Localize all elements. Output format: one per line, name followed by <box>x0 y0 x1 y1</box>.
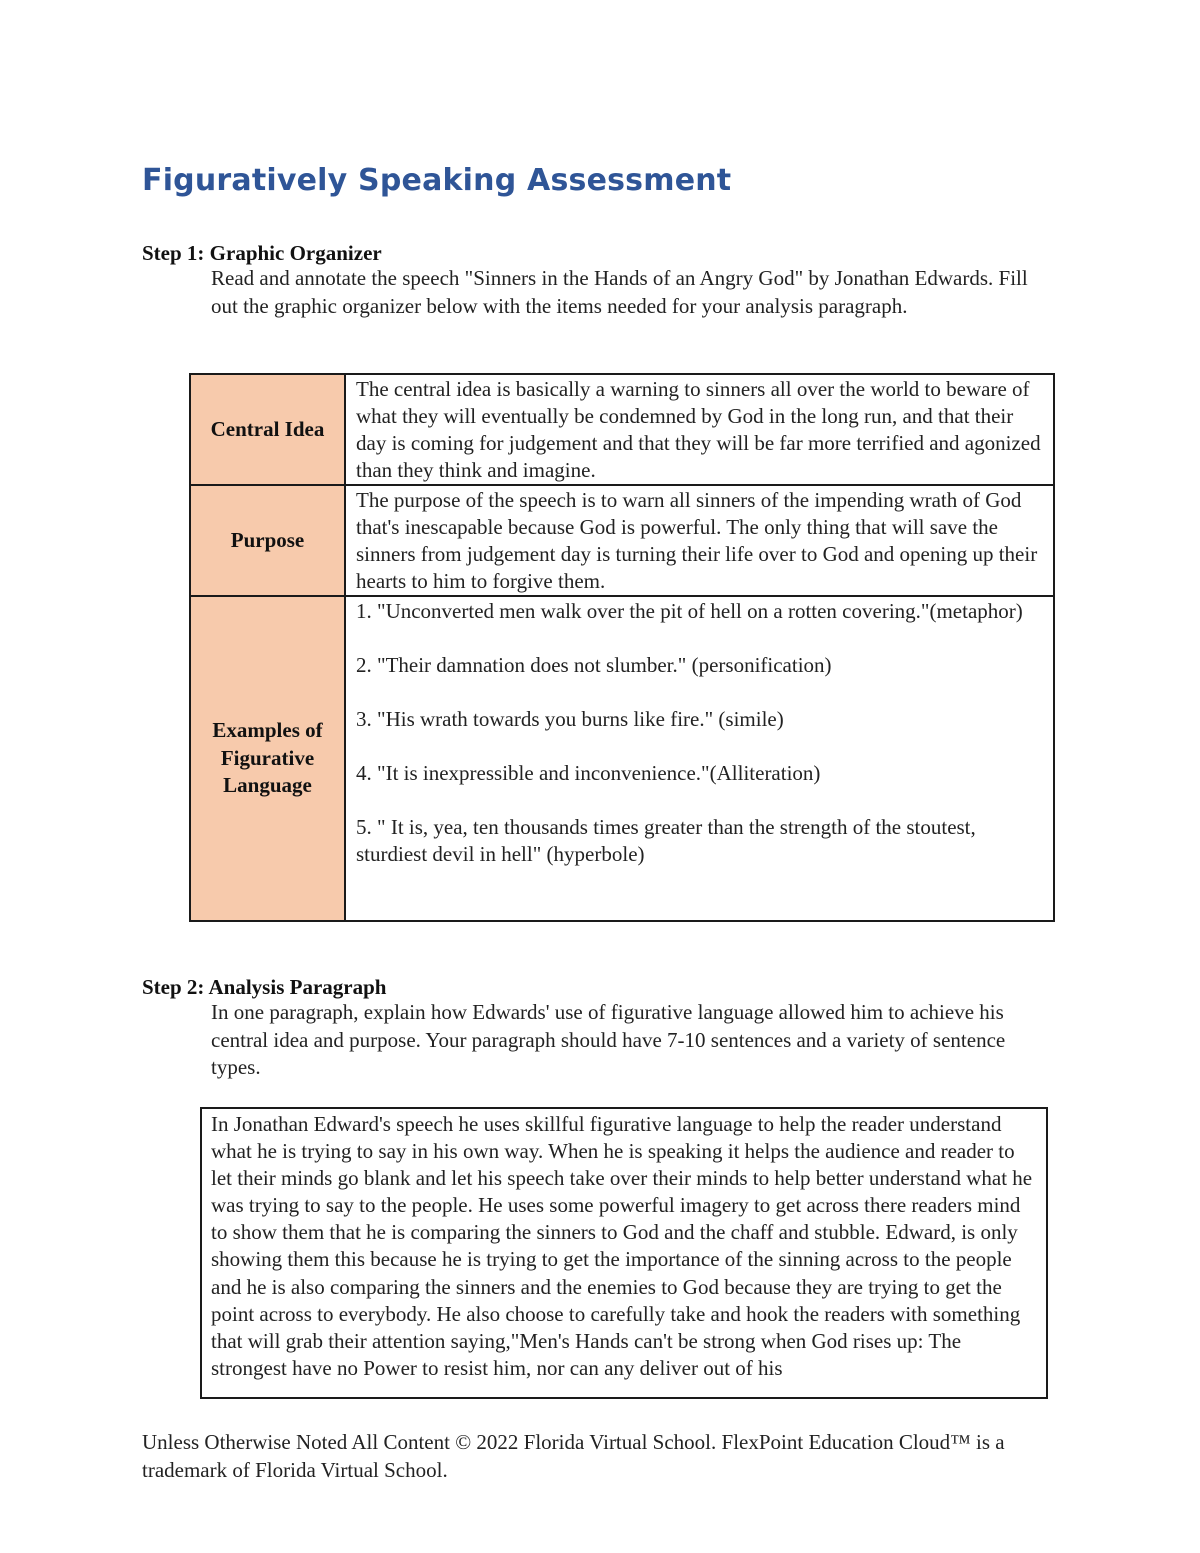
organizer-row-examples <box>190 596 1054 921</box>
organizer-row-purpose <box>190 485 1054 596</box>
central-idea-label: Central Idea <box>190 374 345 485</box>
step2-heading: Step 2: Analysis Paragraph <box>142 975 387 999</box>
graphic-organizer-table <box>189 373 1055 922</box>
copyright-footer: Unless Otherwise Noted All Content © 2022 Florida Virtual School. FlexPoint Education Cloud™ is a trademark of Florida Virtual School. <box>142 1430 1005 1482</box>
step1-heading: Step 1: Graphic Organizer <box>142 241 382 265</box>
example-item-5: 5. " It is, yea, ten thousands times greater than the strength of the stoutest, sturdiest devil in hell" (hyperbole) <box>356 815 976 866</box>
example-item-1: 1. "Unconverted men walk over the pit of hell on a rotten covering."(metaphor) <box>356 599 1023 623</box>
purpose-label: Purpose <box>190 485 345 596</box>
page-title: Figuratively Speaking Assessment <box>142 163 732 198</box>
analysis-paragraph-text: In Jonathan Edward's speech he uses skillful figurative language to help the reader understand what he is trying to say in his own way. When he is speaking it helps the audience and reader to let their minds go blank and let his speech take over their minds to help better understand what he was trying to say to the people. He uses some powerful imagery to get across there readers mind to show them that he is comparing the sinners to God and the chaff and stubble. Edward, is only showing them this because he is trying to get the importance of the sinning across to the people and he is also comparing the sinners and the enemies to God because they are trying to get the point across to everybody. He also choose to carefully take and hook the readers with something that will grab their attention saying,"Men's Hands can't be strong when God rises up: The strongest have no Power to resist him, nor can any deliver out of his <box>211 1112 1033 1380</box>
organizer-row-central-idea <box>190 374 1054 485</box>
analysis-paragraph-box[interactable] <box>200 1107 1048 1399</box>
example-item-3: 3. "His wrath towards you burns like fire." (simile) <box>356 707 784 731</box>
examples-content[interactable] <box>345 596 1054 921</box>
step2-instructions: In one paragraph, explain how Edwards' use of figurative language allowed him to achieve his central idea and purpose. Your paragraph should have 7-10 sentences and a variety of sentence types. <box>211 1000 1006 1079</box>
step1-instructions: Read and annotate the speech "Sinners in the Hands of an Angry God" by Jonathan Edwards. Fill out the graphic organizer below with the items needed for your analysis paragraph. <box>211 266 1028 318</box>
central-idea-content[interactable]: The central idea is basically a warning to sinners all over the world to beware of what they will eventually be condemned by God in the long run, and that their day is coming for judgement and that they will be far more terrified and agonized than they think and imagine. <box>345 374 1054 485</box>
example-item-4: 4. "It is inexpressible and inconvenience."(Alliteration) <box>356 761 821 785</box>
purpose-content[interactable]: The purpose of the speech is to warn all sinners of the impending wrath of God that's inescapable because God is powerful. The only thing that will save the sinners from judgement day is turning their life over to God and opening up their hearts to him to forgive them. <box>345 485 1054 596</box>
example-item-2: 2. "Their damnation does not slumber." (personification) <box>356 653 832 677</box>
examples-label: Examples of Figurative Language <box>190 596 345 921</box>
